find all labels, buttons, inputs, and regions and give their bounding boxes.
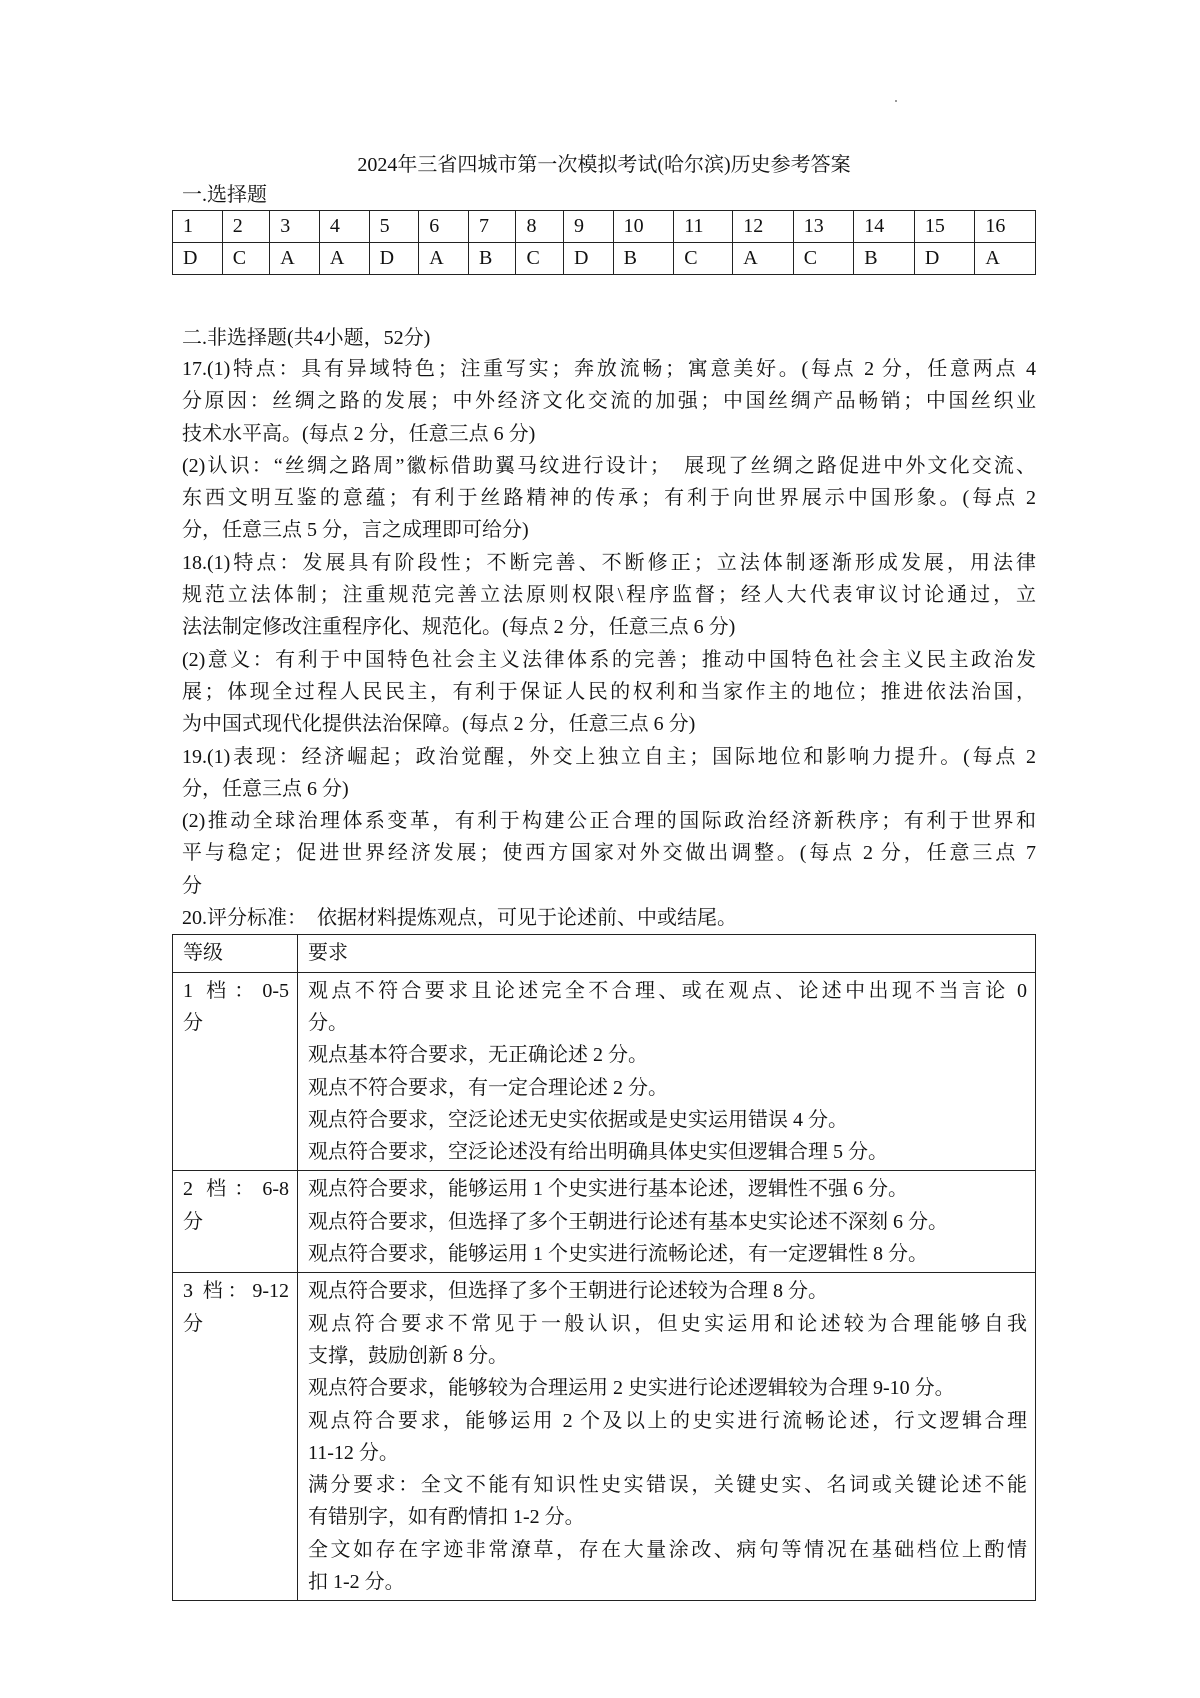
paragraph-line: (2)认识：“丝绸之路周”徽标借助翼马纹进行设计； 展现了丝绸之路促进中外文化交流、 bbox=[182, 454, 1036, 477]
answer-letter: C bbox=[793, 243, 854, 275]
requirement-line: 观点符合要求，能够较为合理运用 2 史实进行论述逻辑较为合理 9-10 分。 bbox=[308, 1377, 955, 1400]
section2-heading: 二.非选择题(共4小题，52分) bbox=[182, 327, 431, 349]
requirement-line: 观点不符合要求且论述完全不合理、或在观点、论述中出现不当言论 0 bbox=[308, 979, 1027, 1002]
paragraph-line: (2)推动全球治理体系变革，有利于构建公正合理的国际政治经济新秩序；有利于世界和 bbox=[182, 810, 1036, 833]
paragraph-line: 分，任意三点 5 分，言之成理即可给分) bbox=[182, 519, 529, 542]
grading-row bbox=[173, 1273, 1036, 1601]
requirement-line: 观点符合要求，能够运用 1 个史实进行基本论述，逻辑性不强 6 分。 bbox=[308, 1178, 908, 1201]
grading-header-row bbox=[173, 935, 1036, 972]
requirement-line: 观点基本符合要求，无正确论述 2 分。 bbox=[308, 1044, 648, 1067]
answer-letter: D bbox=[173, 243, 223, 275]
answer-paragraph bbox=[172, 805, 1036, 902]
question-number: 13 bbox=[793, 211, 854, 243]
grading-row bbox=[173, 972, 1036, 1171]
header-level: 等级 bbox=[173, 935, 298, 972]
answer-letter: D bbox=[914, 243, 975, 275]
answer-letter: A bbox=[319, 243, 369, 275]
grading-row bbox=[173, 1171, 1036, 1273]
paragraph-line: 技术水平高。(每点 2 分，任意三点 6 分) bbox=[182, 422, 536, 445]
scan-speck bbox=[895, 100, 897, 102]
requirement-line: 观点符合要求，能够运用 2 个及以上的史实进行流畅论述，行文逻辑合理 bbox=[308, 1409, 1027, 1432]
question-number: 3 bbox=[270, 211, 320, 243]
question-number: 2 bbox=[222, 211, 270, 243]
grade-level: 3 档：9-12 分 bbox=[173, 1273, 298, 1601]
paragraph-line: 为中国式现代化提供法治保障。(每点 2 分，任意三点 6 分) bbox=[182, 713, 696, 736]
requirement-line: 观点符合要求，但选择了多个王朝进行论述较为合理 8 分。 bbox=[308, 1280, 828, 1303]
requirement-line: 观点符合要求，能够运用 1 个史实进行流畅论述，有一定逻辑性 8 分。 bbox=[308, 1243, 928, 1266]
answer-letter: A bbox=[733, 243, 794, 275]
question-number: 8 bbox=[516, 211, 564, 243]
answer-paragraph bbox=[172, 353, 1036, 450]
answer-letter: A bbox=[270, 243, 320, 275]
page-title: 2024年三省四城市第一次模拟考试(哈尔滨)历史参考答案 bbox=[357, 154, 851, 176]
question-number: 7 bbox=[468, 211, 516, 243]
question-number: 4 bbox=[319, 211, 369, 243]
requirement-line: 观点符合要求不常见于一般认识，但史实运用和论述较为合理能够自我 bbox=[308, 1312, 1027, 1335]
paragraph-line: 法法制定修改注重程序化、规范化。(每点 2 分，任意三点 6 分) bbox=[182, 616, 736, 639]
requirement-line: 观点符合要求，但选择了多个王朝进行论述有基本史实论述不深刻 6 分。 bbox=[308, 1210, 948, 1233]
requirement-line: 满分要求：全文不能有知识性史实错误，关键史实、名词或关键论述不能 bbox=[308, 1474, 1027, 1497]
answer-row bbox=[173, 243, 1036, 275]
paragraph-line: 平与稳定；促进世界经济发展；使西方国家对外交做出调整。(每点 2 分，任意三点 7 bbox=[182, 842, 1036, 865]
answer-paragraph bbox=[172, 547, 1036, 644]
requirement-line: 分。 bbox=[308, 1011, 348, 1034]
question-number: 10 bbox=[613, 211, 674, 243]
answer-letter: D bbox=[369, 243, 419, 275]
answer-letter: A bbox=[975, 243, 1036, 275]
grade-level: 2 档：6-8 分 bbox=[173, 1171, 298, 1273]
grade-requirements bbox=[298, 972, 1036, 1171]
header-requirement: 要求 bbox=[298, 935, 1036, 972]
paragraph-line: 分 bbox=[182, 874, 202, 897]
paragraph-line: 展；体现全过程人民民主，有利于保证人民的权利和当家作主的地位；推进依法治国， bbox=[182, 680, 1036, 703]
answer-letter: B bbox=[854, 243, 915, 275]
requirement-line: 全文如存在字迹非常潦草，存在大量涂改、病句等情况在基础档位上酌情 bbox=[308, 1538, 1027, 1561]
question-number-row bbox=[173, 211, 1036, 243]
answer-letter: C bbox=[674, 243, 733, 275]
grade-requirements bbox=[298, 1171, 1036, 1273]
answer-letter: C bbox=[222, 243, 270, 275]
question-number: 11 bbox=[674, 211, 733, 243]
paragraph-line: 18.(1)特点：发展具有阶段性；不断完善、不断修正；立法体制逐渐形成发展，用法律 bbox=[182, 551, 1036, 574]
answer-paragraph bbox=[172, 741, 1036, 806]
paragraph-line: 17.(1)特点：具有异域特色；注重写实；奔放流畅；寓意美好。(每点 2 分，任意两点 4 bbox=[182, 358, 1036, 380]
answer-letter: B bbox=[613, 243, 674, 275]
answer-paragraph bbox=[172, 450, 1036, 547]
grade-requirements bbox=[298, 1273, 1036, 1601]
requirement-line: 支撑，鼓励创新 8 分。 bbox=[308, 1344, 508, 1367]
question-number: 6 bbox=[419, 211, 469, 243]
requirement-line: 扣 1-2 分。 bbox=[308, 1570, 405, 1593]
answer-letter: C bbox=[516, 243, 564, 275]
answer-paragraphs bbox=[172, 353, 1036, 934]
answer-letter: D bbox=[563, 243, 613, 275]
question-number: 16 bbox=[975, 211, 1036, 243]
requirement-line: 观点不符合要求，有一定合理论述 2 分。 bbox=[308, 1076, 668, 1099]
question-number: 9 bbox=[563, 211, 613, 243]
question-number: 5 bbox=[369, 211, 419, 243]
paragraph-line: (2)意义：有利于中国特色社会主义法律体系的完善；推动中国特色社会主义民主政治发 bbox=[182, 648, 1036, 671]
grading-table bbox=[172, 934, 1036, 1601]
requirement-line: 观点符合要求，空泛论述无史实依据或是史实运用错误 4 分。 bbox=[308, 1108, 848, 1131]
paragraph-line: 东西文明互鉴的意蕴；有利于丝路精神的传承；有利于向世界展示中国形象。(每点 2 bbox=[182, 487, 1036, 510]
answer-document bbox=[172, 150, 1036, 1601]
question-number: 15 bbox=[914, 211, 975, 243]
answer-letter: B bbox=[468, 243, 516, 275]
requirement-line: 有错别字，如有酌情扣 1-2 分。 bbox=[308, 1506, 585, 1529]
paragraph-line: 20.评分标准： 依据材料提炼观点，可见于论述前、中或结尾。 bbox=[182, 907, 737, 930]
answer-paragraph bbox=[172, 902, 1036, 934]
paragraph-line: 分，任意三点 6 分) bbox=[182, 777, 349, 800]
answer-letter: A bbox=[419, 243, 469, 275]
requirement-line: 11-12 分。 bbox=[308, 1441, 399, 1464]
paragraph-line: 分原因：丝绸之路的发展；中外经济文化交流的加强；中国丝绸产品畅销；中国丝织业 bbox=[182, 390, 1036, 413]
question-number: 12 bbox=[733, 211, 794, 243]
section1-heading: 一.选择题 bbox=[182, 184, 267, 206]
multiple-choice-answer-table bbox=[172, 210, 1036, 275]
paragraph-line: 规范立法体制；注重规范完善立法原则权限\程序监督；经人大代表审议讨论通过，立 bbox=[182, 584, 1036, 607]
grade-level: 1 档：0-5 分 bbox=[173, 972, 298, 1171]
question-number: 1 bbox=[173, 211, 223, 243]
requirement-line: 观点符合要求，空泛论述没有给出明确具体史实但逻辑合理 5 分。 bbox=[308, 1141, 888, 1164]
question-number: 14 bbox=[854, 211, 915, 243]
answer-paragraph bbox=[172, 644, 1036, 741]
paragraph-line: 19.(1)表现：经济崛起；政治觉醒，外交上独立自主；国际地位和影响力提升。(每点 2 bbox=[182, 745, 1036, 768]
